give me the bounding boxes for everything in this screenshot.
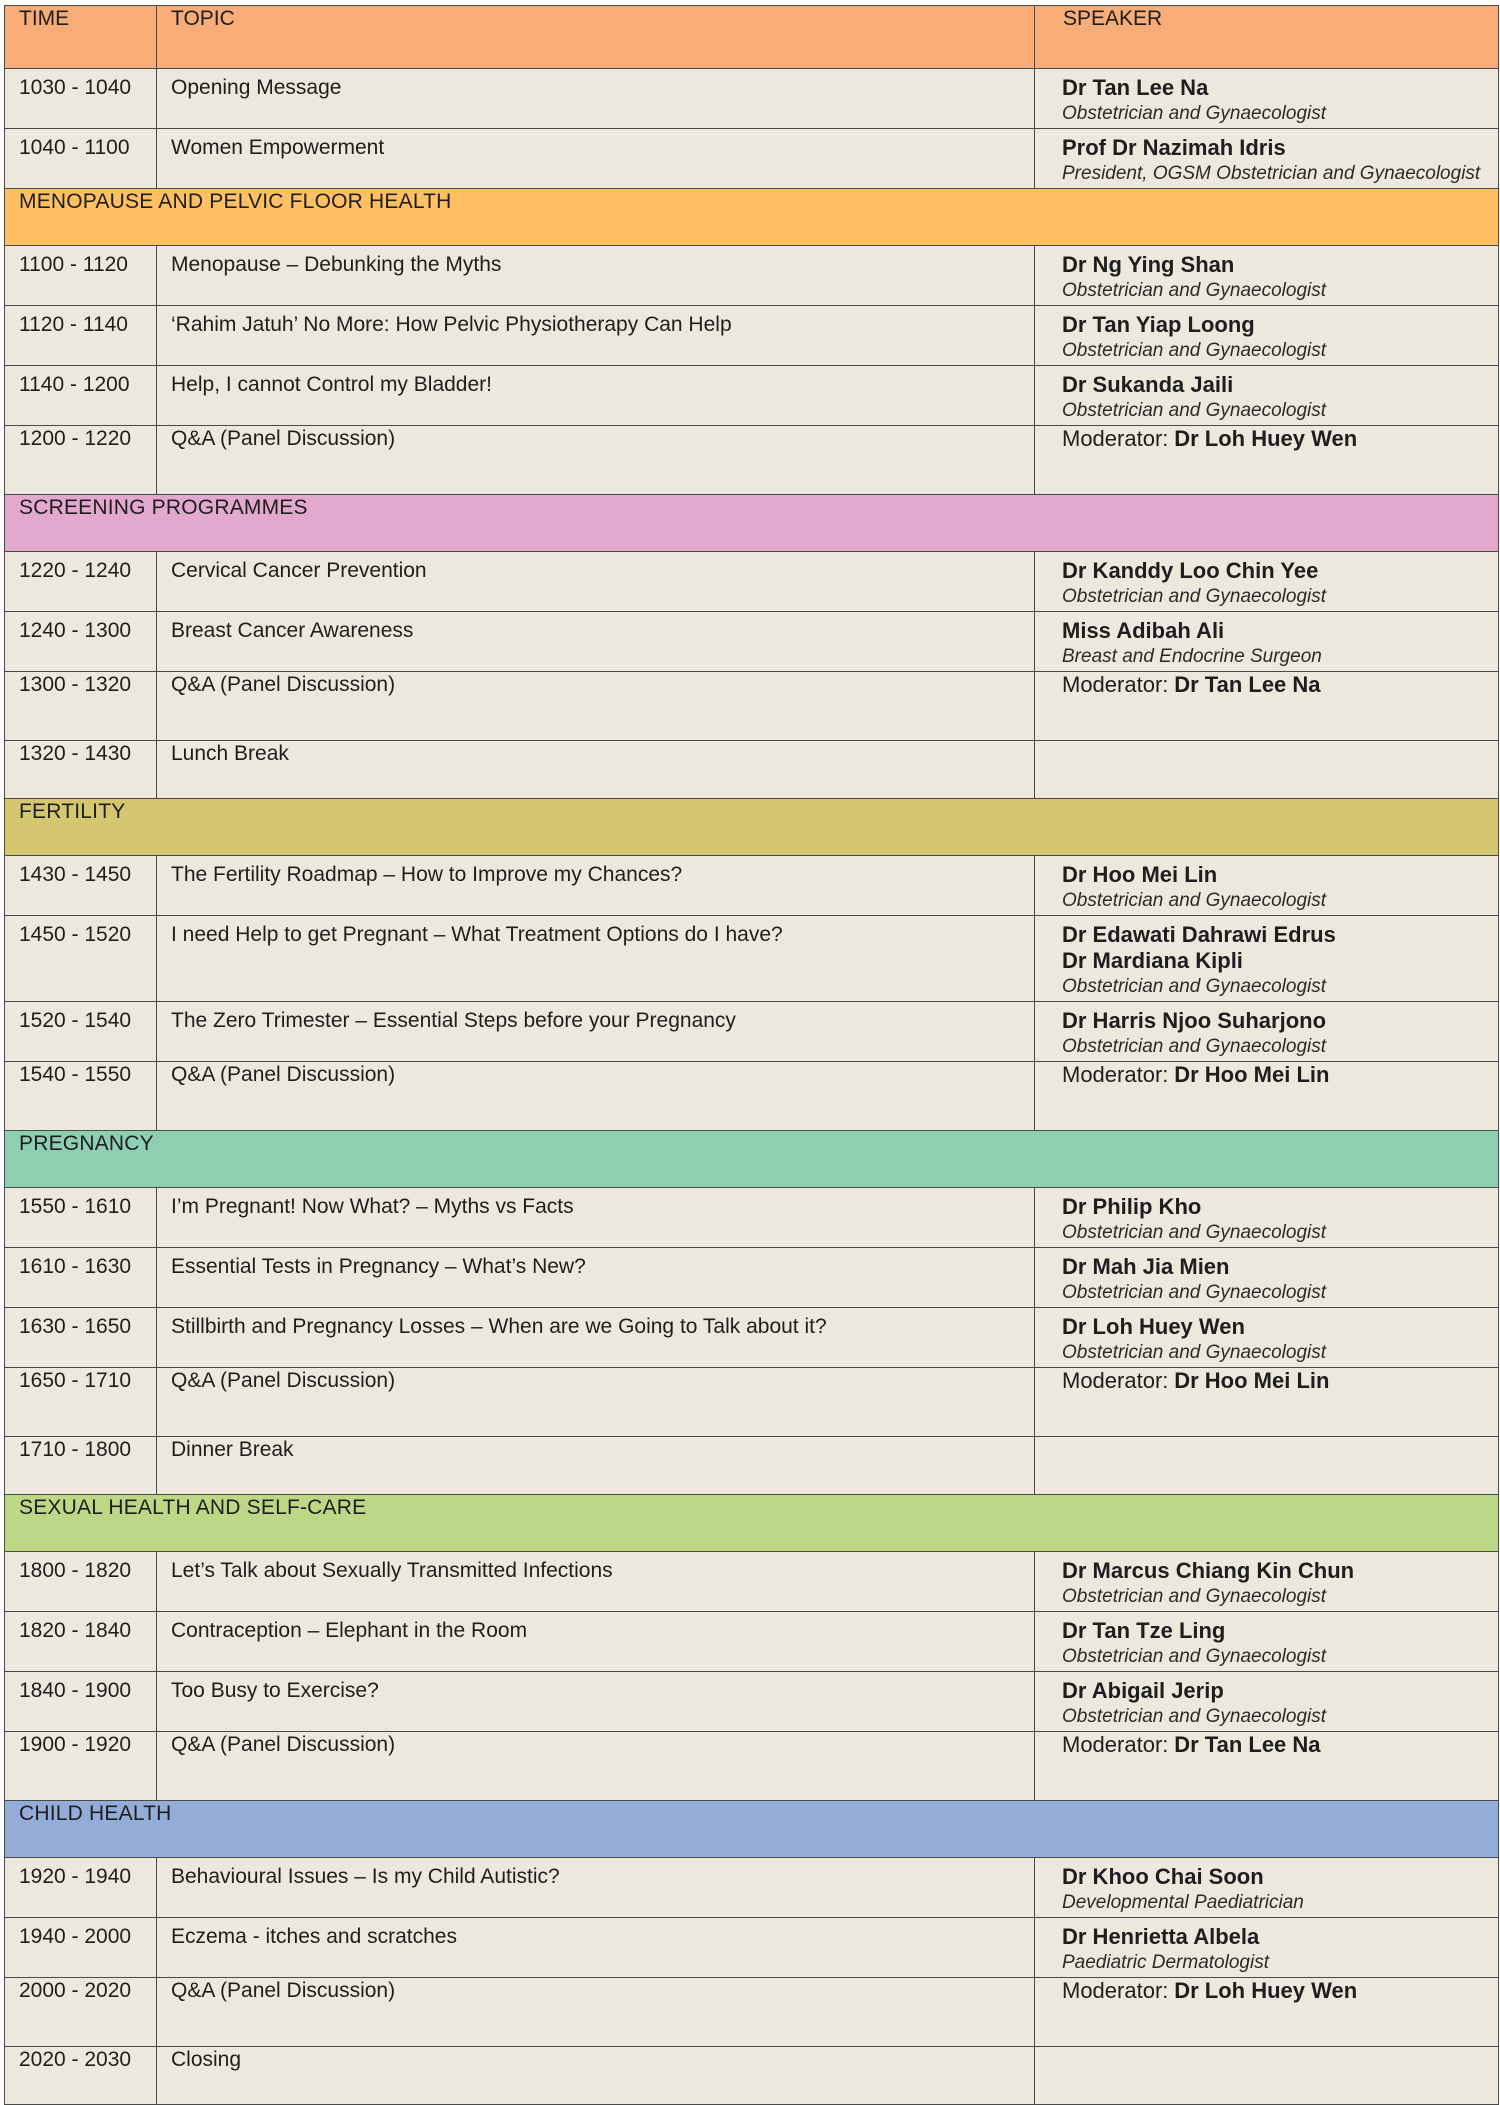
session-speaker [1035,129,1499,189]
moderator-name: Dr Tan Lee Na [1174,672,1321,697]
session-topic: Contraception – Elephant in the Room [157,1612,1035,1672]
session-speaker [1035,1918,1499,1978]
section-header-row [5,799,1499,856]
speaker-name: Prof Dr Nazimah Idris [1062,135,1286,160]
session-topic: ‘Rahim Jatuh’ No More: How Pelvic Physiotherapy Can Help [157,306,1035,366]
session-speaker [1035,306,1499,366]
schedule-table [4,5,1499,2105]
session-time: 1300 - 1320 [5,672,157,741]
session-time: 1430 - 1450 [5,856,157,916]
session-speaker [1035,1188,1499,1248]
moderator-name: Dr Loh Huey Wen [1174,426,1358,451]
session-speaker [1035,1858,1499,1918]
session-speaker [1035,1002,1499,1062]
speaker-name: Dr Edawati Dahrawi Edrus [1062,922,1336,947]
speaker-role: Obstetrician and Gynaecologist [1062,1706,1327,1727]
session-speaker [1035,612,1499,672]
section-title: FERTILITY [5,799,1499,856]
time-column-header: TIME [5,6,157,69]
session-speaker [1035,916,1499,1002]
speaker-name: Miss Adibah Ali [1062,618,1225,643]
schedule-row [5,1248,1499,1308]
panel-discussion-row [5,672,1499,741]
speaker-name: Dr Philip Kho [1062,1194,1202,1219]
speaker-role: Obstetrician and Gynaecologist [1062,1646,1327,1667]
session-time: 1040 - 1100 [5,129,157,189]
speaker-name: Dr Tan Tze Ling [1062,1618,1226,1643]
speaker-role: Obstetrician and Gynaecologist [1062,1342,1327,1363]
moderator-name: Dr Loh Huey Wen [1174,1978,1358,2003]
session-topic: Menopause – Debunking the Myths [157,246,1035,306]
speaker-role: Paediatric Dermatologist [1062,1952,1269,1973]
session-topic: I’m Pregnant! Now What? – Myths vs Facts [157,1188,1035,1248]
session-topic: Cervical Cancer Prevention [157,552,1035,612]
schedule-row [5,1672,1499,1732]
speaker-name: Dr Henrietta Albela [1062,1924,1260,1949]
session-speaker [1035,552,1499,612]
section-header-row [5,1495,1499,1552]
schedule-row [5,366,1499,426]
session-speaker [1035,1672,1499,1732]
session-topic: Q&A (Panel Discussion) [157,1732,1035,1801]
empty-speaker-cell [1035,1437,1499,1495]
session-topic: Essential Tests in Pregnancy – What’s New? [157,1248,1035,1308]
speaker-name: Dr Tan Yiap Loong [1062,312,1255,337]
session-topic: Too Busy to Exercise? [157,1672,1035,1732]
session-speaker [1035,1248,1499,1308]
schedule-row [5,69,1499,129]
speaker-name: Dr Hoo Mei Lin [1062,862,1218,887]
speaker-role: Obstetrician and Gynaecologist [1062,1222,1327,1243]
session-topic: Q&A (Panel Discussion) [157,1978,1035,2047]
panel-discussion-row [5,1368,1499,1437]
speaker-name: Dr Marcus Chiang Kin Chun [1062,1558,1355,1583]
session-time: 1220 - 1240 [5,552,157,612]
session-time: 1630 - 1650 [5,1308,157,1368]
session-topic: The Fertility Roadmap – How to Improve my Chances? [157,856,1035,916]
schedule-row [5,552,1499,612]
schedule-row [5,1188,1499,1248]
speaker-name: Dr Tan Lee Na [1062,75,1209,100]
schedule-row [5,612,1499,672]
section-title: MENOPAUSE AND PELVIC FLOOR HEALTH [5,189,1499,246]
moderator-cell [1035,1732,1499,1801]
section-title: SCREENING PROGRAMMES [5,495,1499,552]
panel-discussion-row [5,1732,1499,1801]
session-topic: Behavioural Issues – Is my Child Autistic? [157,1858,1035,1918]
session-topic: Q&A (Panel Discussion) [157,426,1035,495]
speaker-role: Breast and Endocrine Surgeon [1062,646,1322,667]
speaker-name: Dr Kanddy Loo Chin Yee [1062,558,1319,583]
session-time: 1120 - 1140 [5,306,157,366]
session-time: 1610 - 1630 [5,1248,157,1308]
panel-discussion-row [5,1978,1499,2047]
speaker-role: Obstetrician and Gynaecologist [1062,976,1327,997]
session-time: 1540 - 1550 [5,1062,157,1131]
speaker-role: Obstetrician and Gynaecologist [1062,1586,1327,1607]
section-title: CHILD HEALTH [5,1801,1499,1858]
session-time: 1650 - 1710 [5,1368,157,1437]
schedule-row [5,1612,1499,1672]
session-time: 1800 - 1820 [5,1552,157,1612]
schedule-row [5,1858,1499,1918]
panel-discussion-row [5,1062,1499,1131]
moderator-label: Moderator: [1062,1732,1169,1757]
table-header-row [5,6,1499,69]
session-topic: Let’s Talk about Sexually Transmitted Infections [157,1552,1035,1612]
session-topic: The Zero Trimester – Essential Steps before your Pregnancy [157,1002,1035,1062]
session-time: 1840 - 1900 [5,1672,157,1732]
schedule-row [5,1308,1499,1368]
session-topic: Lunch Break [157,741,1035,799]
speaker-name: Dr Khoo Chai Soon [1062,1864,1264,1889]
speaker-role: Obstetrician and Gynaecologist [1062,1282,1327,1303]
panel-discussion-row [5,426,1499,495]
speaker-role: Obstetrician and Gynaecologist [1062,280,1327,301]
speaker-role: Developmental Paediatrician [1062,1892,1304,1913]
schedule-row [5,129,1499,189]
schedule-row [5,916,1499,1002]
speaker-name: Dr Mardiana Kipli [1062,948,1243,973]
session-topic: Breast Cancer Awareness [157,612,1035,672]
speaker-role: Obstetrician and Gynaecologist [1062,103,1327,124]
session-topic: Help, I cannot Control my Bladder! [157,366,1035,426]
moderator-name: Dr Hoo Mei Lin [1174,1368,1330,1393]
session-time: 2000 - 2020 [5,1978,157,2047]
schedule-row [5,1002,1499,1062]
session-speaker [1035,856,1499,916]
empty-speaker-cell [1035,2047,1499,2105]
speaker-role: Obstetrician and Gynaecologist [1062,1036,1327,1057]
moderator-cell [1035,426,1499,495]
empty-speaker-cell [1035,741,1499,799]
break-row [5,1437,1499,1495]
session-time: 1240 - 1300 [5,612,157,672]
session-speaker [1035,1552,1499,1612]
moderator-cell [1035,672,1499,741]
schedule-row [5,246,1499,306]
session-time: 1520 - 1540 [5,1002,157,1062]
session-topic: Q&A (Panel Discussion) [157,1368,1035,1437]
session-time: 1940 - 2000 [5,1918,157,1978]
session-speaker [1035,246,1499,306]
speaker-name: Dr Sukanda Jaili [1062,372,1234,397]
moderator-cell [1035,1368,1499,1437]
break-row [5,2047,1499,2105]
speaker-role: Obstetrician and Gynaecologist [1062,400,1327,421]
session-topic: I need Help to get Pregnant – What Treatment Options do I have? [157,916,1035,1002]
moderator-label: Moderator: [1062,1368,1169,1393]
section-header-row [5,1801,1499,1858]
section-header-row [5,1131,1499,1188]
session-topic: Stillbirth and Pregnancy Losses – When are we Going to Talk about it? [157,1308,1035,1368]
session-time: 1550 - 1610 [5,1188,157,1248]
session-time: 1710 - 1800 [5,1437,157,1495]
session-time: 2020 - 2030 [5,2047,157,2105]
session-topic: Women Empowerment [157,129,1035,189]
speaker-name: Dr Loh Huey Wen [1062,1314,1245,1339]
session-time: 1030 - 1040 [5,69,157,129]
session-speaker [1035,1308,1499,1368]
session-speaker [1035,366,1499,426]
speaker-column-header: SPEAKER [1035,6,1499,69]
moderator-name: Dr Tan Lee Na [1174,1732,1321,1757]
session-time: 1140 - 1200 [5,366,157,426]
schedule-row [5,1552,1499,1612]
speaker-name: Dr Harris Njoo Suharjono [1062,1008,1327,1033]
moderator-label: Moderator: [1062,1978,1169,2003]
session-topic: Dinner Break [157,1437,1035,1495]
moderator-label: Moderator: [1062,1062,1169,1087]
speaker-role: Obstetrician and Gynaecologist [1062,340,1327,361]
section-header-row [5,495,1499,552]
topic-column-header: TOPIC [157,6,1035,69]
schedule-row [5,306,1499,366]
moderator-cell [1035,1062,1499,1131]
speaker-name: Dr Ng Ying Shan [1062,252,1235,277]
speaker-role: President, OGSM Obstetrician and Gynaecologist [1062,163,1481,184]
session-speaker [1035,69,1499,129]
session-topic: Eczema - itches and scratches [157,1918,1035,1978]
schedule-row [5,1918,1499,1978]
session-time: 1200 - 1220 [5,426,157,495]
section-title: SEXUAL HEALTH AND SELF-CARE [5,1495,1499,1552]
session-speaker [1035,1612,1499,1672]
speaker-name: Dr Mah Jia Mien [1062,1254,1230,1279]
moderator-name: Dr Hoo Mei Lin [1174,1062,1330,1087]
session-time: 1900 - 1920 [5,1732,157,1801]
session-time: 1450 - 1520 [5,916,157,1002]
session-topic: Opening Message [157,69,1035,129]
break-row [5,741,1499,799]
moderator-label: Moderator: [1062,426,1169,451]
schedule-body [5,69,1499,2105]
section-title: PREGNANCY [5,1131,1499,1188]
speaker-role: Obstetrician and Gynaecologist [1062,890,1327,911]
moderator-cell [1035,1978,1499,2047]
speaker-role: Obstetrician and Gynaecologist [1062,586,1327,607]
session-time: 1320 - 1430 [5,741,157,799]
session-topic: Closing [157,2047,1035,2105]
speaker-name: Dr Abigail Jerip [1062,1678,1224,1703]
session-topic: Q&A (Panel Discussion) [157,672,1035,741]
session-time: 1100 - 1120 [5,246,157,306]
moderator-label: Moderator: [1062,672,1169,697]
section-header-row [5,189,1499,246]
session-topic: Q&A (Panel Discussion) [157,1062,1035,1131]
session-time: 1820 - 1840 [5,1612,157,1672]
session-time: 1920 - 1940 [5,1858,157,1918]
schedule-row [5,856,1499,916]
